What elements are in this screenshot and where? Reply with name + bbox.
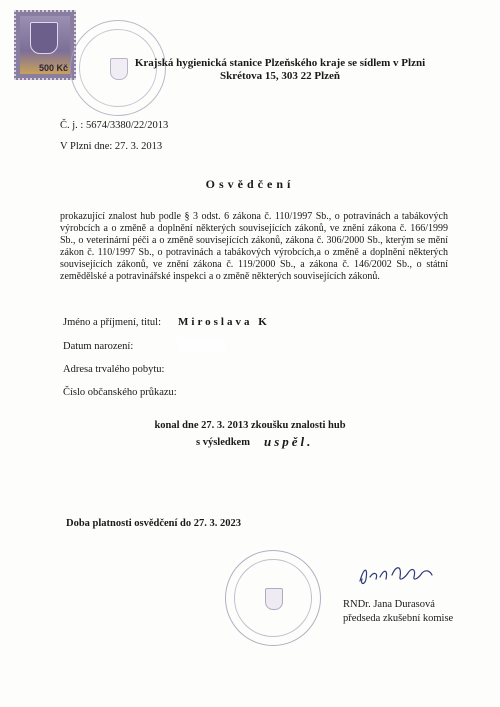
address-label: Adresa trvalého pobytu:: [63, 364, 165, 375]
exam-result: uspěl.: [264, 434, 314, 449]
seal-crest-icon: [265, 588, 283, 610]
issue-date: V Plzni dne: 27. 3. 2013: [60, 141, 163, 152]
name-label: Jméno a příjmení, titul:: [63, 317, 161, 328]
validity-statement: Doba platnosti osvědčení do 27. 3. 2023: [66, 518, 242, 529]
reference-number: Č. j. : 5674/3380/22/2013: [60, 120, 169, 131]
id-card-label: Číslo občanského průkazu:: [63, 387, 177, 398]
name-value: Miroslava K: [178, 316, 270, 328]
signer-block: [343, 598, 453, 626]
signer-role: předseda zkušební komise: [343, 613, 454, 624]
stamp-value: 500 Kč: [38, 63, 68, 73]
exam-statement: konal dne 27. 3. 2013 zkoušku znalosti hub: [154, 420, 346, 431]
exam-result-label: s výsledkem: [196, 437, 250, 448]
coat-of-arms-icon: [30, 22, 58, 54]
redacted-area: [178, 338, 226, 352]
document-title: Osvědčení: [205, 177, 295, 191]
issuer-address: Skrétova 15, 303 22 Plzeň: [219, 70, 341, 82]
signer-name: RNDr. Jana Durasová: [343, 599, 435, 610]
birth-date-label: Datum narození:: [63, 341, 134, 352]
certificate-body: prokazující znalost hub podle § 3 odst. 6 zákona č. 110/1997 Sb., o potravinách a tabákových výrobcích a o změně a doplnění některých souvisejících zákonů, ve znění zákona č. 166/1999 Sb., o veterinární péči a o změně souvisejících zákonů, zákona č. 306/2000 Sb., kterým se mění zákon č. 110/1997 Sb., o potravinách a tabákových výrobcích,a o změně a doplnění některých souvisejících zákonů, ve znění zákona č. 119/2000 Sb., a zákona č. 146/2002 Sb., o státní zemědělské a potravinářské inspekci a o změně některých souvisejících zákonů.: [60, 211, 448, 282]
handwritten-signature: [356, 561, 436, 589]
official-seal-bottom: [225, 550, 321, 646]
issuer-name: Krajská hygienická stanice Plzeňského kraje se sídlem v Plzni: [134, 57, 426, 69]
